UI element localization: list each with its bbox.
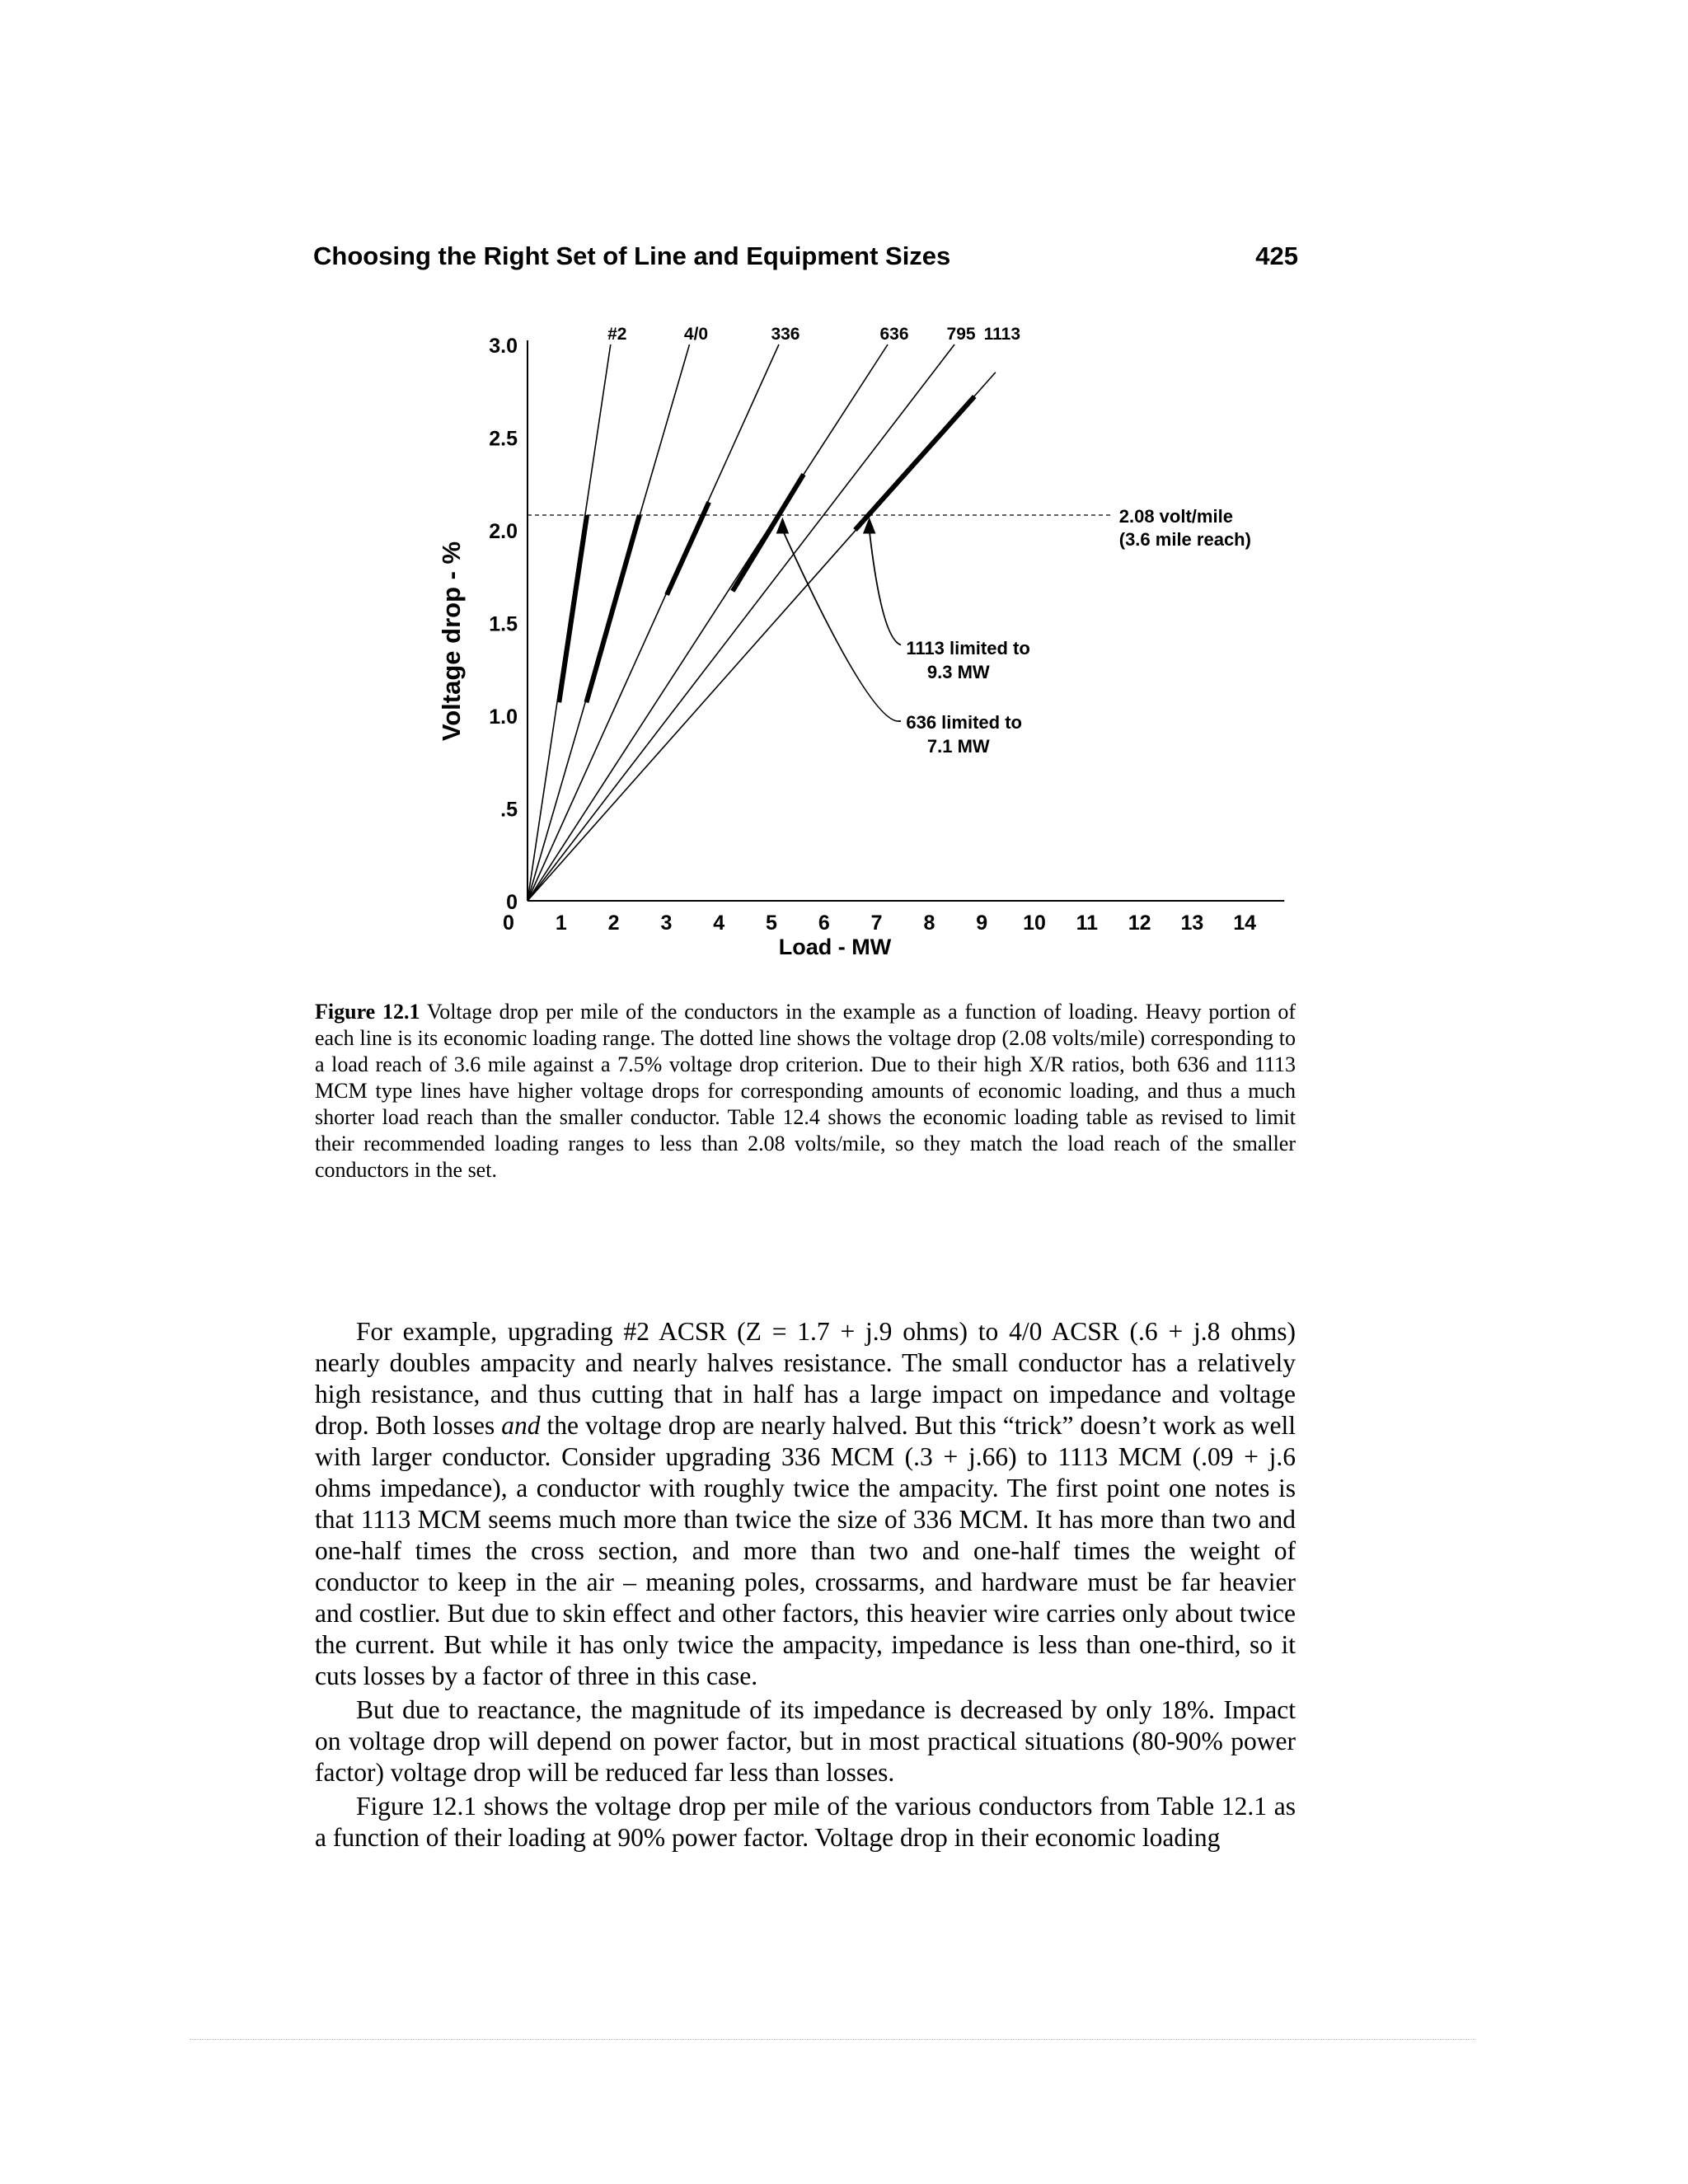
x-tick-label: 10 xyxy=(1023,912,1046,935)
x-tick-label: 13 xyxy=(1180,912,1204,935)
economic-range-segment xyxy=(855,396,974,530)
arrowhead-636 xyxy=(776,518,788,533)
series-label: #2 xyxy=(607,325,627,344)
x-tick-label: 11 xyxy=(1076,912,1099,935)
x-tick-label: 3 xyxy=(660,912,673,935)
x-tick-label: 9 xyxy=(976,912,988,935)
annotation-value-636: 7.1 MW xyxy=(926,736,990,757)
economic-range-segment xyxy=(559,515,587,702)
series-label: 795 xyxy=(946,325,976,344)
series-label: 336 xyxy=(771,325,800,344)
running-head-title: Choosing the Right Set of Line and Equipment Sizes xyxy=(313,241,951,270)
annotation-curve-1113 xyxy=(870,530,901,645)
paragraph-1-part-b: the voltage drop are nearly halved. But this “trick” doesn’t work as well with larger conductor. Consider upgrading 336 MCM (.3 + j.66) to 1113 MCM (.09 + j.6 ohms impedance), a conductor with roughly twice the ampacity. The first point one notes is that 1113 MCM seems much more than twice the size of 336 MCM. It has more than two and one-half times the cross section, and more than two and one-half times the weight of conductor to keep in the air – meaning poles, crossarms, and hardware must be far heavier and costlier. But due to skin effect and other factors, this heavier wire carries only about twice the current. But while it has only twice the ampacity, impedance is less than one-third, so it cuts losses by a factor of three in this case. xyxy=(315,1411,1296,1690)
page-number: 425 xyxy=(1255,241,1298,270)
x-tick-label: 2 xyxy=(607,912,620,935)
paragraph-1 xyxy=(315,1316,1296,1692)
annotation-value-1113: 9.3 MW xyxy=(926,662,990,682)
y-axis-title: Voltage drop - % xyxy=(437,541,466,742)
economic-range-segment xyxy=(733,475,804,592)
series-label: 1113 xyxy=(983,325,1021,344)
annotation-label-1113: 1113 limited to xyxy=(906,637,1030,658)
series-label: 4/0 xyxy=(683,325,709,344)
figure-caption xyxy=(315,999,1296,1183)
threshold-label: 2.08 volt/mile xyxy=(1118,506,1233,527)
x-tick-label: 6 xyxy=(818,912,830,935)
paragraph-1-emphasis: and xyxy=(501,1411,541,1440)
annotation-curve-636 xyxy=(782,530,901,721)
x-axis-title: Load - MW xyxy=(778,935,892,959)
series-line xyxy=(528,344,888,901)
series-label: 636 xyxy=(879,325,909,344)
x-tick-label: 1 xyxy=(555,912,567,935)
voltage-drop-chart xyxy=(0,0,1688,972)
x-tick-label: 5 xyxy=(766,912,777,935)
x-tick-label: 12 xyxy=(1128,912,1151,935)
y-tick-label: 2.5 xyxy=(489,427,518,451)
x-tick-label: 0 xyxy=(503,912,514,935)
paragraph-3: Figure 12.1 shows the voltage drop per mile of the various conductors from Table 12.1 as a function of their loading at 90% power factor. Voltage drop in their economic loading xyxy=(315,1792,1296,1852)
body-text xyxy=(315,1316,1296,1856)
y-tick-label: .5 xyxy=(500,798,518,822)
economic-range-segment xyxy=(586,515,639,702)
x-tick-label: 8 xyxy=(923,912,935,935)
paragraph-2: But due to reactance, the magnitude of its impedance is decreased by only 18%. Impact on voltage drop will depend on power factor, but in most practical situations (80-90% power factor) voltage drop will be reduced far less than losses. xyxy=(315,1695,1296,1787)
x-tick-label: 4 xyxy=(713,912,725,935)
paragraph-1-part-a: For example, upgrading #2 ACSR (Z = 1.7 + j.9 ohms) to 4/0 ACSR (.6 + j.8 ohms) nearly doubles ampacity and nearly halves resistance. The small conductor has a relatively high resistance, and thus cutting that in half has a large impact on impedance and voltage drop. Both losses xyxy=(315,1317,1296,1440)
y-tick-label: 0 xyxy=(506,891,518,914)
x-tick-label: 14 xyxy=(1233,912,1257,935)
footer-rule xyxy=(190,2039,1475,2040)
y-tick-label: 1.5 xyxy=(489,612,518,636)
y-tick-label: 1.0 xyxy=(489,705,518,729)
annotation-label-636: 636 limited to xyxy=(906,711,1022,733)
threshold-reach-label: (3.6 mile reach) xyxy=(1118,529,1251,550)
x-tick-label: 7 xyxy=(870,912,883,935)
y-tick-label: 2.0 xyxy=(489,520,518,543)
figure-caption-text: Voltage drop per mile of the conductors in the example as a function of loading. Heavy portion of each line is its economic loading range. The dotted line shows the voltage drop (2.08 volts/mile) corresponding to a load reach of 3.6 mile against a 7.5% voltage drop criterion. Due to their high X/R ratios, both 636 and 1113 MCM type lines have higher voltage drops for corresponding amounts of economic loading, and thus a much shorter load reach than the smaller conductor. Table 12.4 shows the economic loading table as revised to limit their recommended loading ranges to less than 2.08 volts/mile, so they match the load reach of the smaller conductors in the set. xyxy=(315,1000,1296,1182)
figure-label: Figure 12.1 xyxy=(315,1000,420,1024)
y-tick-label: 3.0 xyxy=(489,335,518,358)
economic-range-segment xyxy=(667,502,709,595)
